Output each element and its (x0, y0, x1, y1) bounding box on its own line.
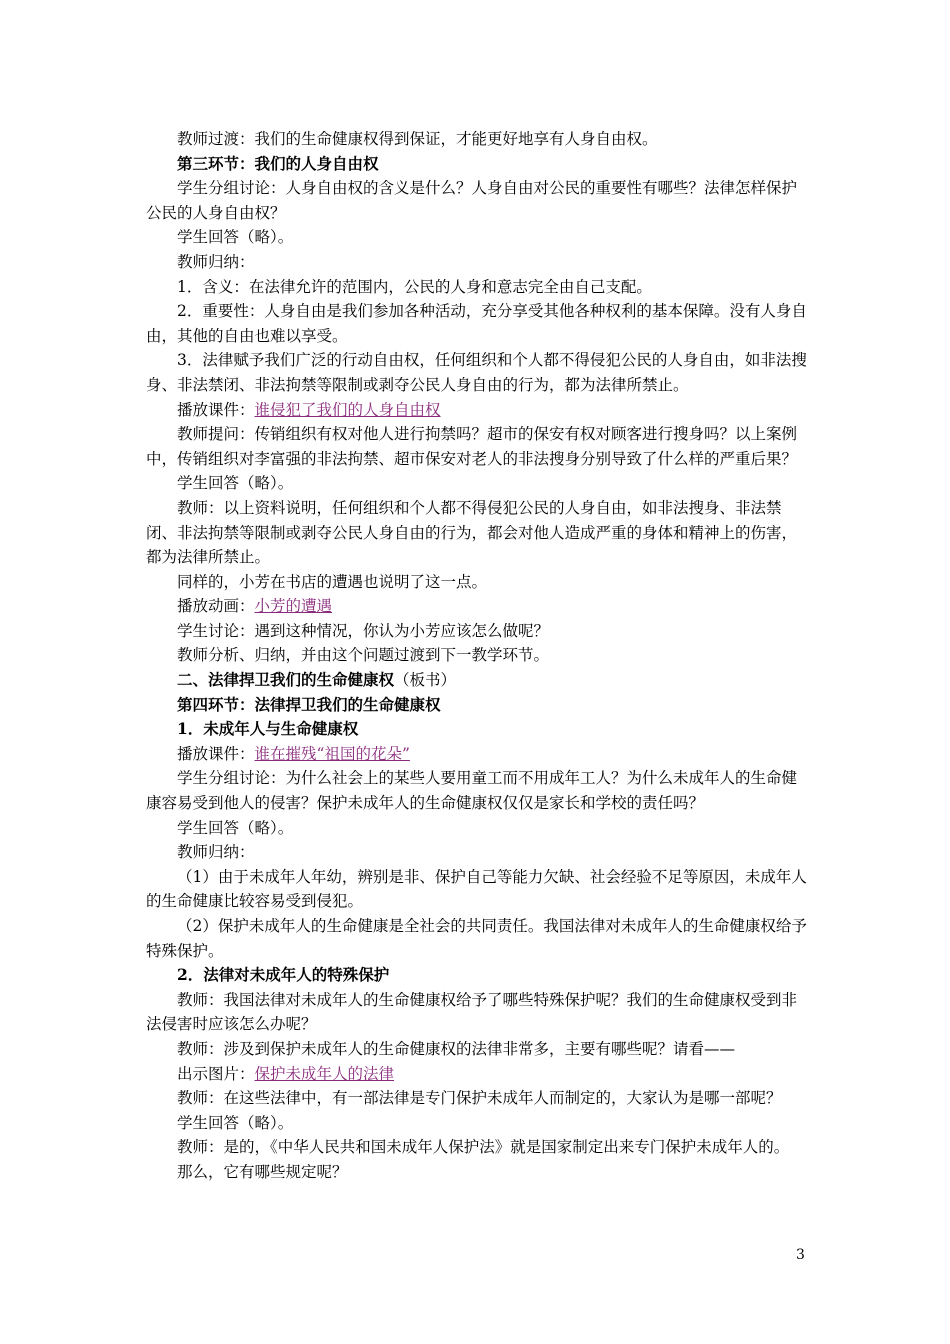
section-heading: 第三环节：我们的人身自由权 (177, 153, 379, 173)
section-heading: 第四环节：法律捍卫我们的生命健康权 (177, 694, 441, 714)
body-paragraph: 教师归纳： (177, 252, 255, 271)
body-paragraph: （2）保护未成年人的生命健康是全社会的共同责任。我国法律对未成年人的生命健康权给予特殊保护。 (146, 917, 807, 960)
media-line (146, 742, 812, 767)
body-paragraph: 教师：在这些法律中，有一部法律是专门保护未成年人而制定的，大家认为是哪一部呢？ (177, 1089, 782, 1108)
body-paragraph: 学生回答（略）。 (177, 474, 294, 493)
media-label: 出示图片： (177, 1064, 255, 1083)
body-paragraph: 学生分组讨论：为什么社会上的某些人要用童工而不用成年工人？为什么未成年人的生命健康容易受到他人的侵害？保护未成年人的生命健康权仅仅是家长和学校的责任吗？ (146, 769, 798, 813)
body-paragraph: 教师：涉及到保护未成年人的生命健康权的法律非常多，主要有哪些呢？请看—— (177, 1039, 736, 1058)
page-body (146, 127, 812, 1185)
body-paragraph: 那么，它有哪些规定呢？ (177, 1162, 348, 1181)
media-link[interactable]: 小芳的遭遇 (254, 597, 333, 616)
body-paragraph: 学生讨论：遇到这种情况，你认为小芳应该怎么做呢？ (177, 621, 550, 640)
body-paragraph: 同样的，小芳在书店的遭遇也说明了这一点。 (177, 572, 488, 591)
section-heading: 2．法律对未成年人的特殊保护 (177, 965, 390, 985)
media-line (146, 398, 812, 423)
body-paragraph: 3．法律赋予我们广泛的行动自由权，任何组织和个人都不得侵犯公民的人身自由，如非法搜身、非法禁闭、非法拘禁等限制或剥夺公民人身自由的行为，都为法律所禁止。 (146, 351, 807, 394)
body-paragraph: 教师分析、归纳，并由这个问题过渡到下一教学环节。 (177, 646, 550, 665)
section-heading: 1．未成年人与生命健康权 (177, 719, 359, 739)
media-line (146, 594, 812, 619)
media-link[interactable]: 保护未成年人的法律 (254, 1064, 395, 1083)
body-paragraph: 1．含义：在法律允许的范围内，公民的人身和意志完全由自己支配。 (177, 277, 652, 296)
media-label: 播放课件： (177, 744, 255, 763)
page-number: 3 (796, 1247, 805, 1263)
body-paragraph: （1）由于未成年人年幼，辨别是非、保护自己等能力欠缺、社会经验不足等原因，未成年人的生命健康比较容易受到侵犯。 (146, 867, 807, 911)
media-label: 播放动画： (177, 597, 255, 616)
body-paragraph: 学生回答（略）。 (177, 818, 294, 837)
body-paragraph: 教师：以上资料说明，任何组织和个人都不得侵犯公民的人身自由，如非法搜身、非法禁闭、非法拘禁等限制或剥夺公民人身自由的行为，都会对他人造成严重的身体和精神上的伤害，都为法律所禁止。 (146, 498, 798, 567)
body-paragraph: 教师归纳： (177, 843, 255, 862)
section-heading (146, 668, 812, 693)
body-paragraph: 2．重要性：人身自由是我们参加各种活动，充分享受其他各种权利的基本保障。没有人身自由，其他的自由也难以享受。 (146, 302, 807, 345)
media-line (146, 1062, 812, 1087)
media-link[interactable]: 谁侵犯了我们的人身自由权 (254, 400, 441, 419)
media-label: 播放课件： (177, 400, 255, 419)
body-paragraph: 教师：我国法律对未成年人的生命健康权给予了哪些特殊保护呢？我们的生命健康权受到非法侵害时应该怎么办呢？ (146, 990, 798, 1034)
heading-text: 二、法律捍卫我们的生命健康权 (177, 670, 395, 690)
media-link[interactable]: 谁在摧残“祖国的花朵” (254, 744, 410, 763)
body-paragraph: 学生回答（略）。 (177, 228, 294, 247)
heading-note: （板书） (394, 671, 457, 690)
body-paragraph: 教师提问：传销组织有权对他人进行拘禁吗？超市的保安有权对顾客进行搜身吗？以上案例中，传销组织对李富强的非法拘禁、超市保安对老人的非法搜身分别导致了什么样的严重后果？ (146, 425, 798, 468)
body-paragraph: 学生分组讨论：人身自由权的含义是什么？人身自由对公民的重要性有哪些？法律怎样保护公民的人身自由权？ (146, 179, 798, 222)
body-paragraph: 教师：是的，《中华人民共和国未成年人保护法》就是国家制定出来专门保护未成年人的。 (177, 1138, 790, 1157)
body-paragraph: 学生回答（略）。 (177, 1113, 294, 1132)
body-paragraph: 教师过渡：我们的生命健康权得到保证，才能更好地享有人身自由权。 (177, 130, 658, 148)
